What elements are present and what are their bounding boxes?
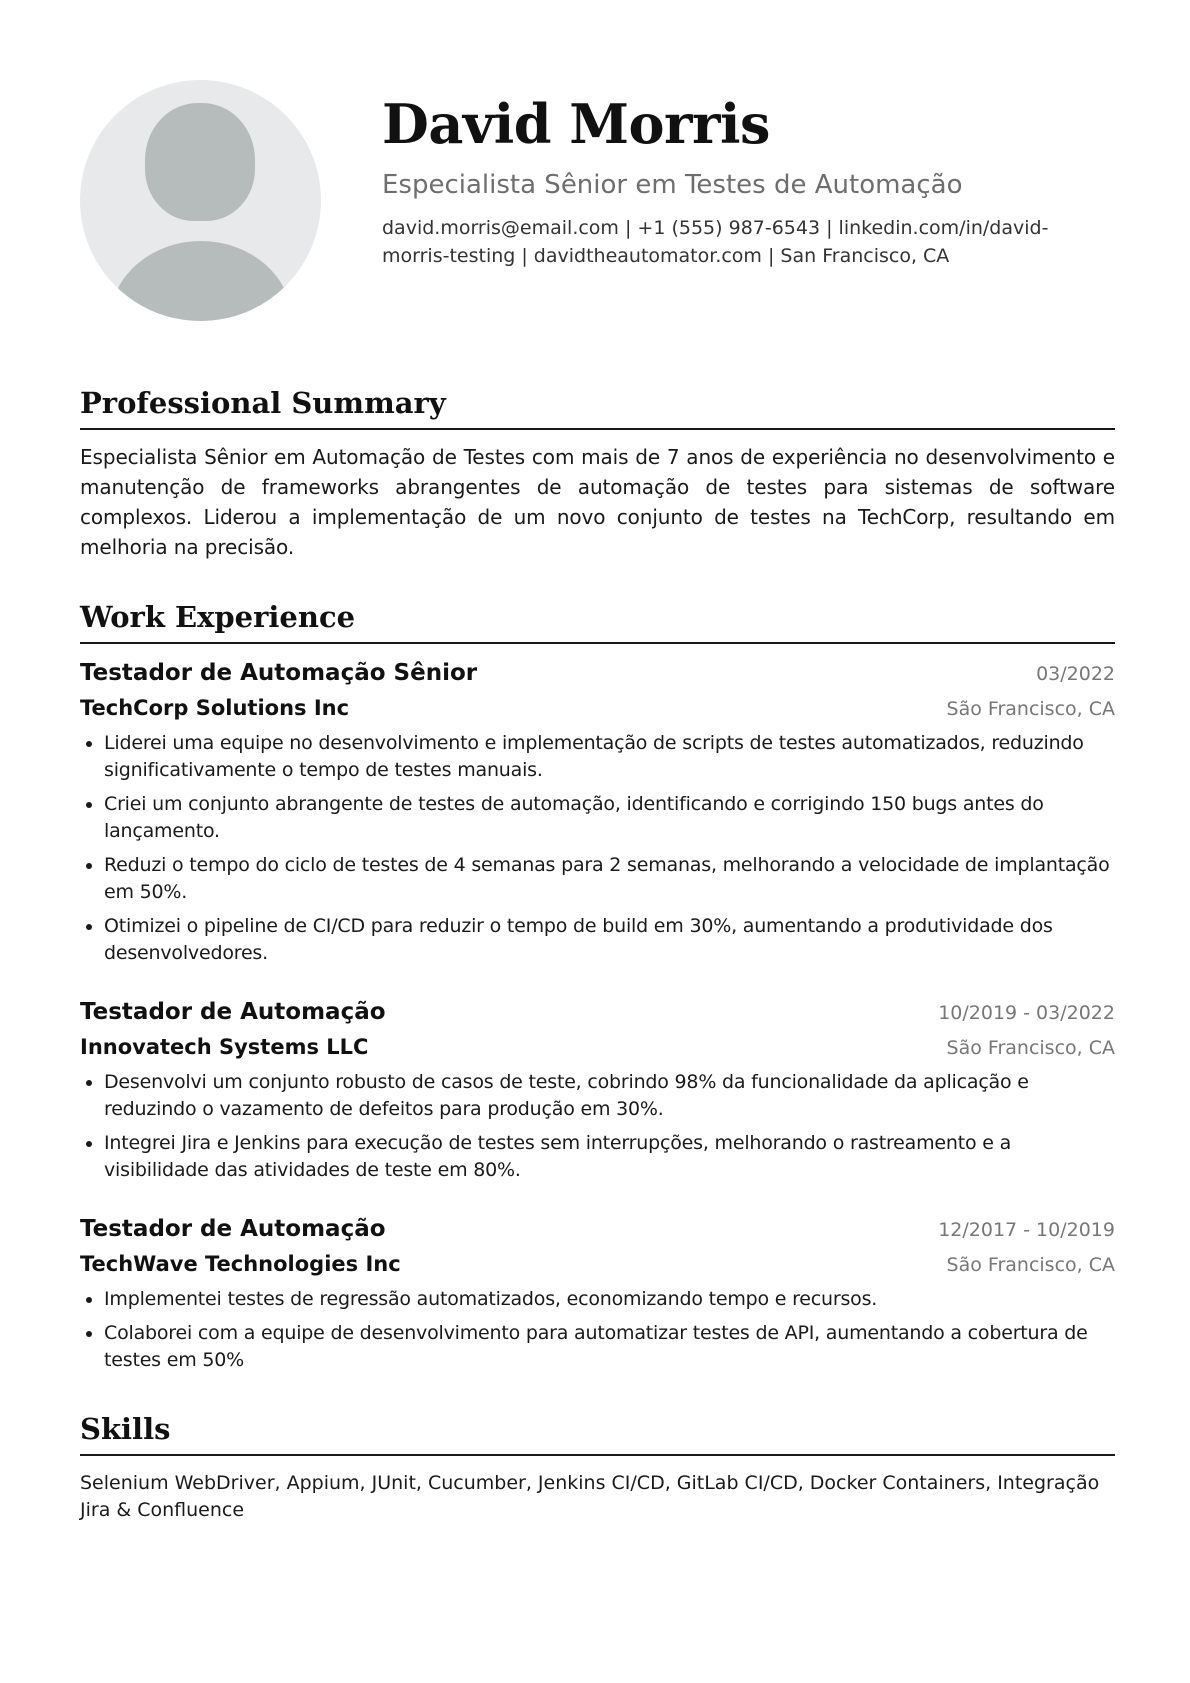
- contact-info: david.morris@email.com | +1 (555) 987-6543 | linkedin.com/in/david-morris-testing | davidtheautomator.com | San Francisco, CA: [382, 217, 1049, 267]
- job-bullet: • Criei um conjunto abrangente de testes de automação, identificando e corrigindo 150 bugs antes do lançamento.: [104, 791, 1115, 845]
- resume-header: [80, 80, 1115, 380]
- job-entry: [80, 995, 1115, 1184]
- job-company-row: [80, 1247, 1115, 1282]
- job-bullet: • Integrei Jira e Jenkins para execução de testes sem interrupções, melhorando o rastreamento e a visibilidade das atividades de teste em 80%.: [104, 1130, 1115, 1184]
- job-company-row: [80, 691, 1115, 726]
- job-title-row: [80, 995, 1115, 1030]
- header-text: [382, 80, 1115, 270]
- job-date: 12/2017 - 10/2019: [938, 1219, 1115, 1241]
- job-location: São Francisco, CA: [946, 1254, 1115, 1276]
- skills-heading: Skills: [80, 1410, 1115, 1456]
- avatar-body-shape: [110, 241, 292, 321]
- job-title-row: [80, 656, 1115, 691]
- job-company: TechWave Technologies Inc: [80, 1252, 401, 1276]
- job-bullets: [80, 1286, 1115, 1374]
- job-bullet: • Otimizei o pipeline de CI/CD para reduzir o tempo de build em 30%, aumentando a produtividade dos desenvolvedores.: [104, 913, 1115, 967]
- skills-section: [80, 1410, 1115, 1524]
- experience-heading: Work Experience: [80, 598, 1115, 644]
- job-bullet: • Liderei uma equipe no desenvolvimento e implementação de scripts de testes automatizados, reduzindo significativamente o tempo de testes manuais.: [104, 730, 1115, 784]
- avatar-head-shape: [145, 103, 255, 221]
- job-bullet: • Implementei testes de regressão automatizados, economizando tempo e recursos.: [104, 1286, 1115, 1313]
- job-company: Innovatech Systems LLC: [80, 1035, 369, 1059]
- job-company: TechCorp Solutions Inc: [80, 696, 350, 720]
- job-location: São Francisco, CA: [946, 1037, 1115, 1059]
- job-bullets: [80, 730, 1115, 967]
- experience-section: [80, 598, 1115, 1374]
- candidate-name: David Morris: [382, 92, 770, 156]
- job-entry: [80, 1212, 1115, 1374]
- avatar-placeholder: [80, 80, 321, 321]
- job-entry: [80, 656, 1115, 967]
- job-title-row: [80, 1212, 1115, 1247]
- job-title: Testador de Automação: [80, 999, 386, 1025]
- job-bullet: • Colaborei com a equipe de desenvolvimento para automatizar testes de API, aumentando a cobertura de testes em 50%: [104, 1320, 1115, 1374]
- candidate-title: Especialista Sênior em Testes de Automação: [382, 170, 963, 200]
- job-bullet: • Desenvolvi um conjunto robusto de casos de teste, cobrindo 98% da funcionalidade da aplicação e reduzindo o vazamento de defeitos para produção em 30%.: [104, 1069, 1115, 1123]
- job-title: Testador de Automação Sênior: [80, 660, 478, 686]
- job-bullet: • Reduzi o tempo do ciclo de testes de 4 semanas para 2 semanas, melhorando a velocidade de implantação em 50%.: [104, 852, 1115, 906]
- summary-section: [80, 384, 1115, 562]
- job-company-row: [80, 1030, 1115, 1065]
- summary-text: Especialista Sênior em Automação de Testes com mais de 7 anos de experiência no desenvolvimento e manutenção de frameworks abrangentes de automação de testes para sistemas de software complexos. Liderou a implementação de um novo conjunto de testes na TechCorp, resultando em melhoria na precisão.: [80, 445, 1115, 559]
- skills-text: Selenium WebDriver, Appium, JUnit, Cucumber, Jenkins CI/CD, GitLab CI/CD, Docker Containers, Integração Jira & Confluence: [80, 1472, 1100, 1521]
- resume-page: [80, 80, 1115, 1524]
- summary-heading: Professional Summary: [80, 384, 1115, 430]
- job-date: 03/2022: [1036, 663, 1115, 685]
- job-bullets: [80, 1069, 1115, 1184]
- job-title: Testador de Automação: [80, 1216, 386, 1242]
- job-date: 10/2019 - 03/2022: [938, 1002, 1115, 1024]
- job-location: São Francisco, CA: [946, 698, 1115, 720]
